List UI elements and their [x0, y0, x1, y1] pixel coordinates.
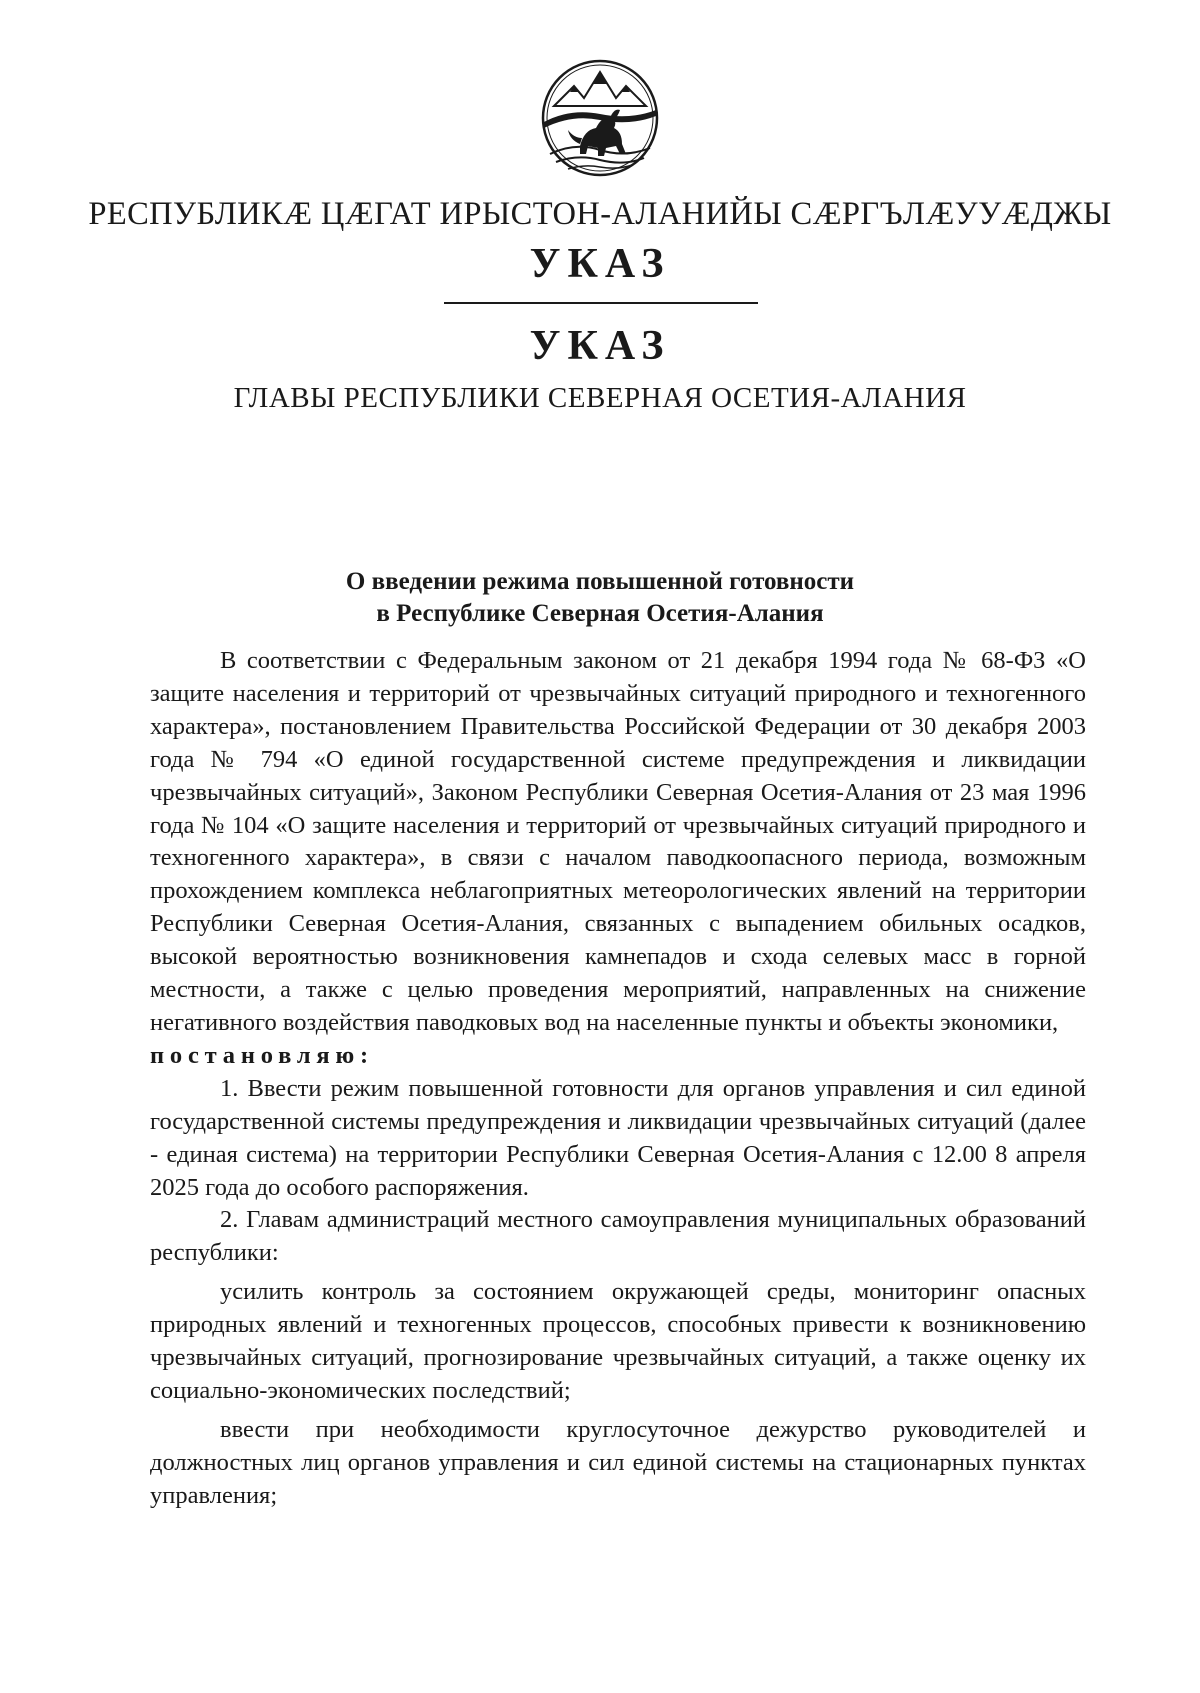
russian-decree-heading: УКАЗ — [529, 323, 671, 369]
preamble-paragraph: В соответствии с Федеральным законом от 21 декабря 1994 года № 68-ФЗ «О защите населения и территорий от чрезвычайных ситуаций природного и техногенного характера», постановлением Правительства Российской Федерации от 30 декабря 2003 года № 794 «О единой государственной системе предупреждения и ликвидации чрезвычайных ситуаций», Законом Республики Северная Осетия-Алания от 23 мая 1996 года № 104 «О защите населения и территорий от чрезвычайных ситуаций природного и техногенного характера», в связи с началом паводкоопасного периода, возможным прохождением комплекса неблагоприятных метеорологических явлений на территории Республики Северная Осетия-Алания, связанных с выпадением обильных осадков, высокой вероятностью возникновения камнепадов и схода селевых масс в горной местности, а также с целью проведения мероприятий, направленных на снижение негативного воздействия паводковых вод на населенные пункты и объекты экономики, — [150, 647, 1086, 1036]
decree-word: постановляю: — [150, 1041, 374, 1069]
document-title-line-2: в Республике Северная Осетия-Алания — [376, 600, 824, 627]
document-body — [150, 645, 1086, 1513]
sub-item-2-paragraph: ввести при необходимости круглосуточное дежурство руководителей и должностных лиц органов управления и сил единой системы на стационарных пунктах управления; — [150, 1415, 1086, 1509]
russian-header-title: ГЛАВЫ РЕСПУБЛИКИ СЕВЕРНАЯ ОСЕТИЯ-АЛАНИЯ — [233, 382, 967, 414]
document-title-line-1: О введении режима повышенной готовности — [345, 568, 855, 595]
ossetian-header-title: РЕСПУБЛИКӔ ЦӔГАТ ИРЫСТОН-АЛАНИЙЫ СӔРГЪЛӔУУӔДЖЫ — [88, 196, 1112, 232]
coat-of-arms-emblem-icon — [540, 58, 660, 178]
sub-item-1-paragraph: усилить контроль за состоянием окружающей среды, мониторинг опасных природных явлений и техногенных процессов, способных привести к возникновению чрезвычайных ситуаций, прогнозирование чрезвычайных ситуаций, а также оценку их социально-экономических последствий; — [150, 1278, 1086, 1404]
item-1-paragraph: 1. Ввести режим повышенной готовности для органов управления и сил единой государственной системы предупреждения и ликвидации чрезвычайных ситуаций (далее - единая система) на территории Республики Северная Осетия-Алания с 12.00 8 апреля 2025 года до особого распоряжения. — [150, 1074, 1086, 1201]
header-divider — [444, 302, 758, 304]
ossetian-decree-heading: УКАЗ — [529, 241, 671, 287]
item-2-paragraph: 2. Главам администраций местного самоуправления муниципальных образований республики: — [150, 1206, 1086, 1267]
decree-line — [150, 1040, 1086, 1073]
